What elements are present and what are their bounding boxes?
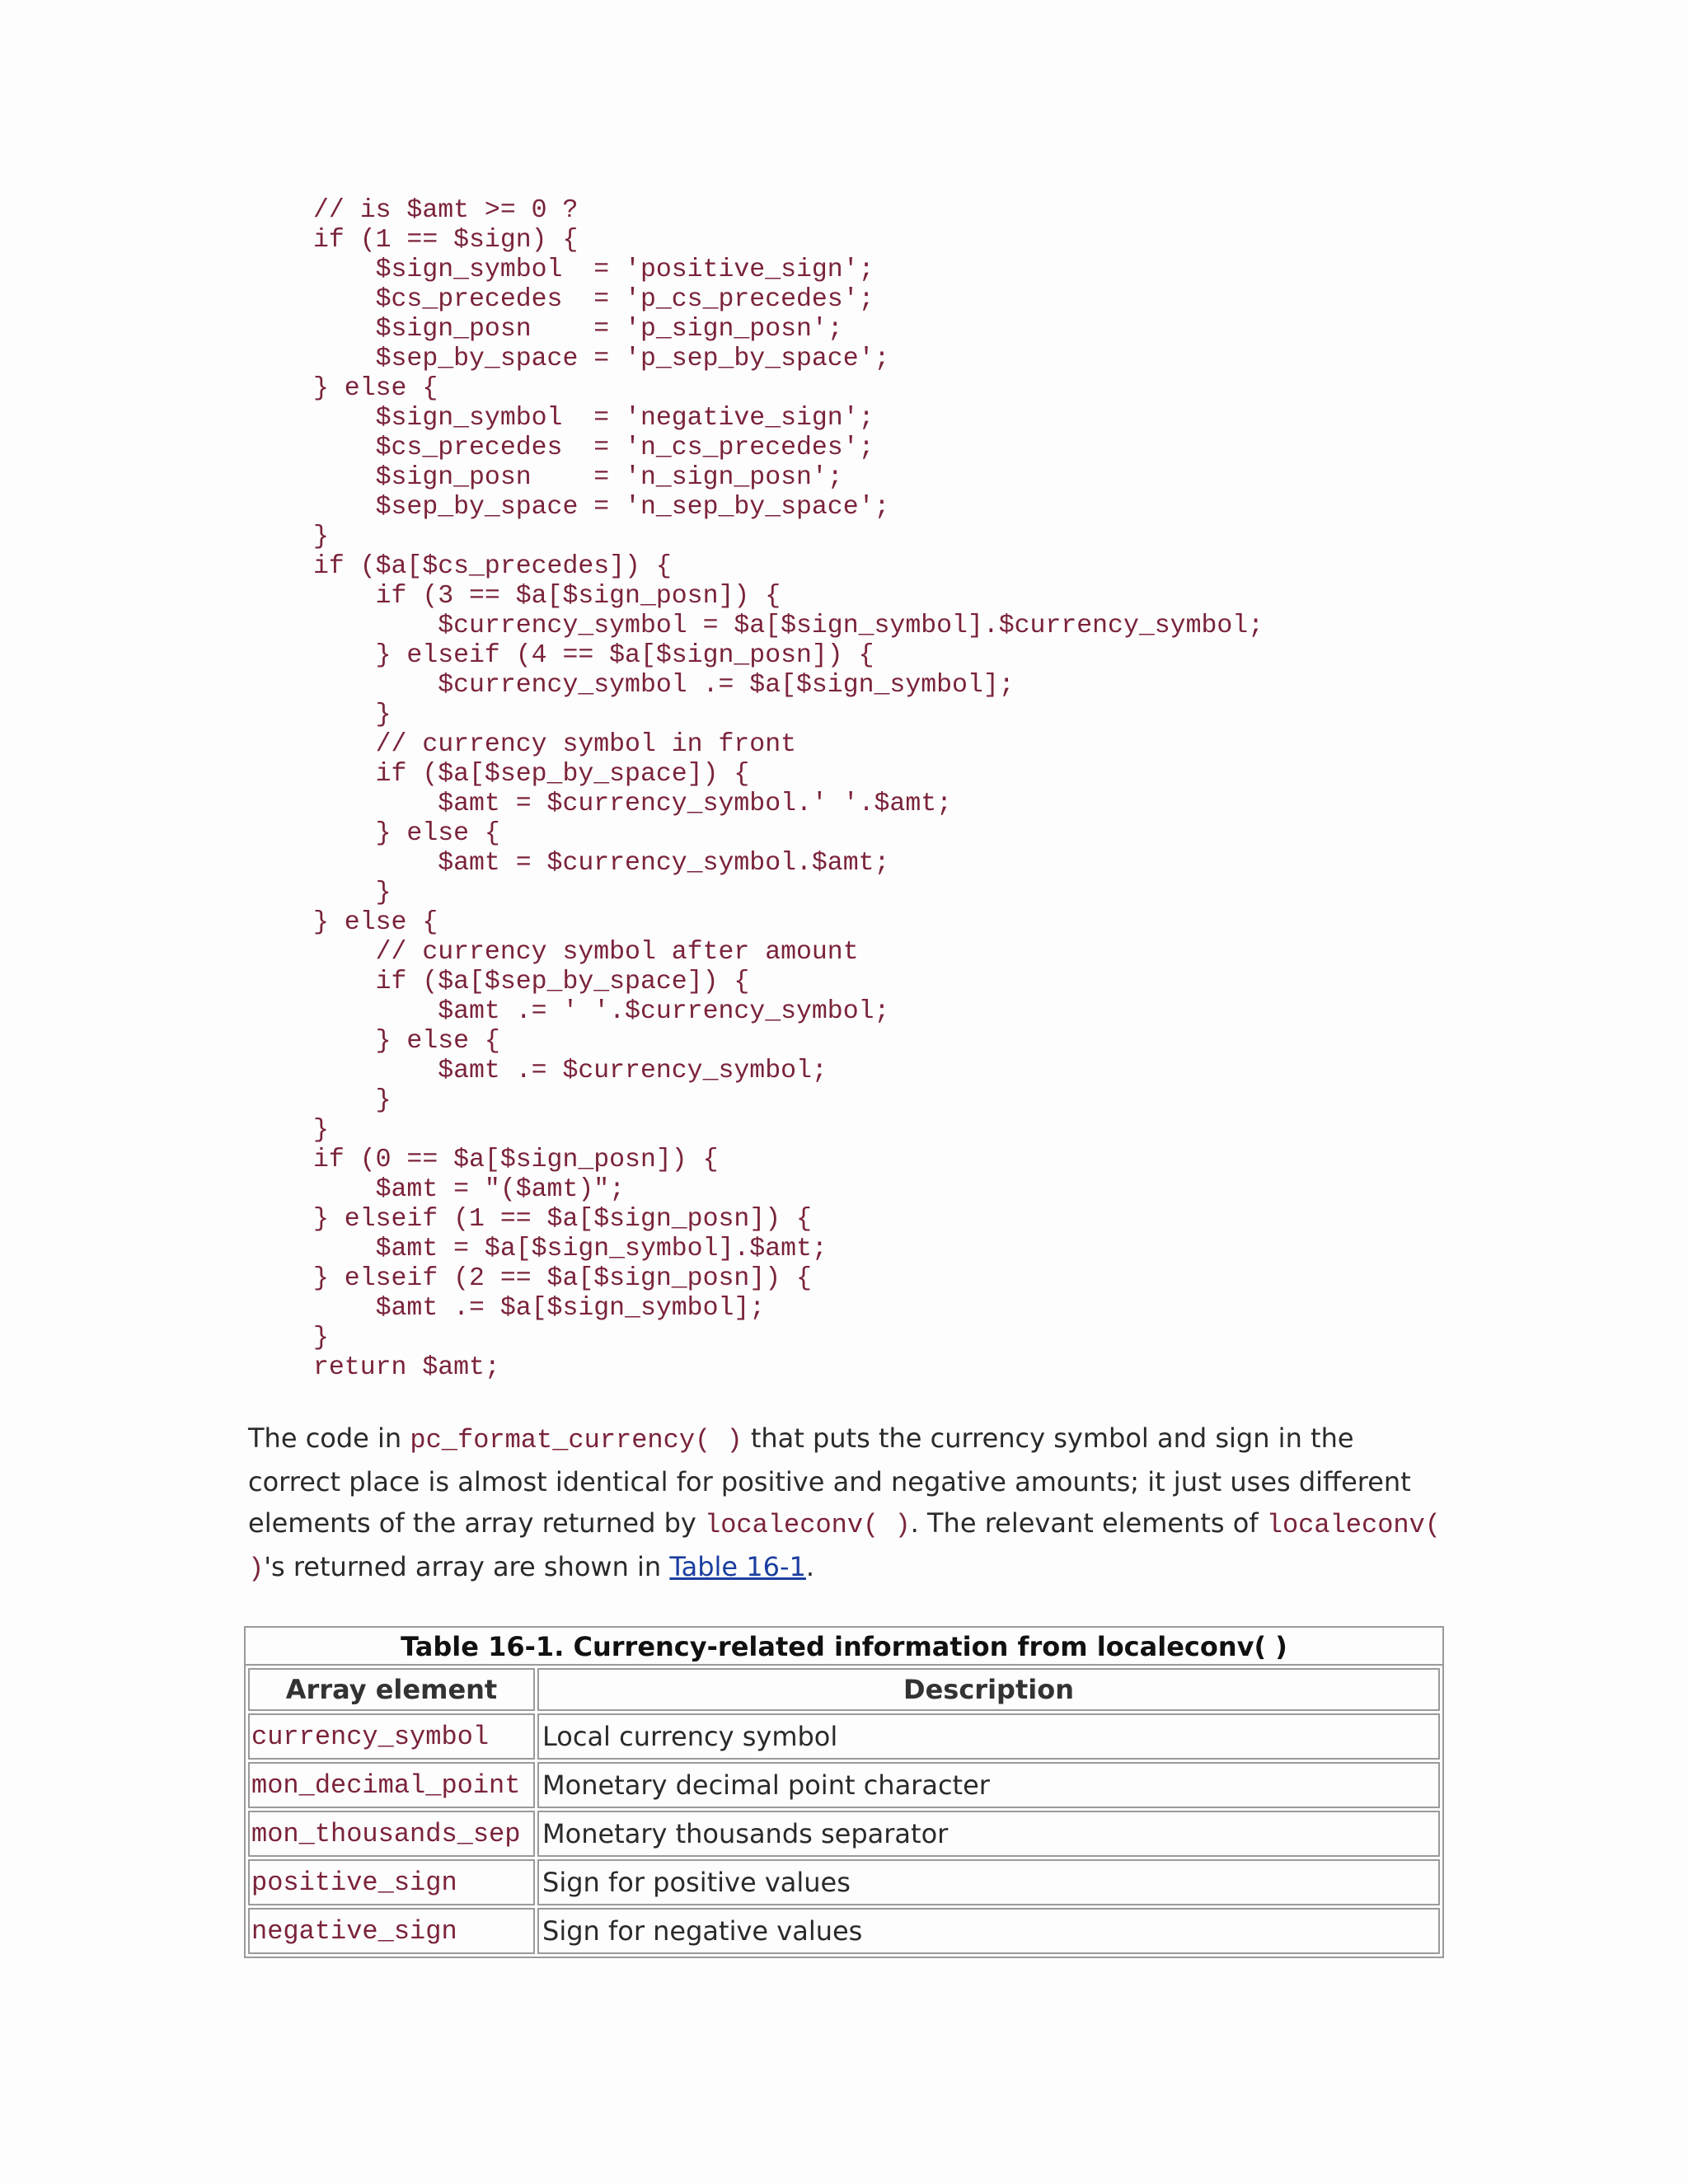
code-line: } bbox=[313, 523, 329, 551]
array-element-cell: currency_symbol bbox=[248, 1713, 535, 1760]
code-line: } bbox=[313, 1116, 329, 1145]
code-line: } bbox=[313, 1086, 392, 1115]
code-line: $amt .= ' '.$currency_symbol; bbox=[313, 997, 890, 1026]
description-cell: Monetary thousands separator bbox=[537, 1811, 1440, 1857]
code-line: } else { bbox=[313, 819, 500, 848]
code-line: // currency symbol after amount bbox=[313, 938, 859, 967]
code-line: $sign_symbol = 'negative_sign'; bbox=[313, 404, 874, 433]
table-row bbox=[248, 1713, 1440, 1760]
code-line: } bbox=[313, 701, 392, 729]
array-element-cell: mon_thousands_sep bbox=[248, 1811, 535, 1857]
code-line: if (0 == $a[$sign_posn]) { bbox=[313, 1146, 719, 1174]
paragraph-text: that puts the currency symbol and sign in the correct place is almost identical for positive and negative amounts; it just uses different elements of the array returned by bbox=[248, 1422, 1411, 1539]
table-reference-link[interactable]: Table 16-1 bbox=[669, 1551, 806, 1582]
code-line: $sign_posn = 'n_sign_posn'; bbox=[313, 463, 843, 492]
description-cell: Sign for positive values bbox=[537, 1859, 1440, 1905]
code-line: $currency_symbol .= $a[$sign_symbol]; bbox=[313, 671, 1015, 700]
code-line: $amt = "($amt)"; bbox=[313, 1175, 626, 1204]
paragraph-text: 's returned array are shown in bbox=[264, 1551, 670, 1582]
code-line: $sign_posn = 'p_sign_posn'; bbox=[313, 315, 843, 344]
table-caption: Table 16-1. Currency-related information from localeconv( ) bbox=[244, 1626, 1444, 1664]
body-paragraph bbox=[248, 1418, 1451, 1590]
code-line: } else { bbox=[313, 1027, 500, 1056]
code-line: $sep_by_space = 'n_sep_by_space'; bbox=[313, 493, 890, 522]
code-line: $cs_precedes = 'n_cs_precedes'; bbox=[313, 434, 874, 462]
code-line: $currency_symbol = $a[$sign_symbol].$currency_symbol; bbox=[313, 612, 1264, 640]
code-line: if ($a[$sep_by_space]) { bbox=[313, 760, 750, 789]
array-element-cell: negative_sign bbox=[248, 1908, 535, 1954]
table-row bbox=[248, 1762, 1440, 1808]
table-header-row bbox=[248, 1668, 1440, 1711]
array-element-cell: positive_sign bbox=[248, 1859, 535, 1905]
code-line: $amt = $currency_symbol.' '.$amt; bbox=[313, 790, 953, 818]
code-line: $amt = $currency_symbol.$amt; bbox=[313, 849, 890, 878]
currency-info-table bbox=[244, 1626, 1444, 1958]
table-row bbox=[248, 1908, 1440, 1954]
code-line: } else { bbox=[313, 908, 438, 937]
inline-code-localeconv: localeconv( ) bbox=[248, 1510, 1441, 1584]
column-header-description: Description bbox=[537, 1668, 1440, 1711]
code-listing bbox=[313, 196, 1264, 1383]
description-cell: Local currency symbol bbox=[537, 1713, 1440, 1760]
paragraph-text: . The relevant elements of bbox=[910, 1507, 1267, 1539]
inline-code-localeconv: localeconv( ) bbox=[705, 1510, 911, 1540]
code-line: } elseif (1 == $a[$sign_posn]) { bbox=[313, 1205, 812, 1234]
code-line: } else { bbox=[313, 374, 438, 403]
code-line: $sep_by_space = 'p_sep_by_space'; bbox=[313, 344, 890, 373]
paragraph-text: The code in bbox=[248, 1422, 410, 1454]
code-line: if (3 == $a[$sign_posn]) { bbox=[313, 582, 781, 611]
array-element-cell: mon_decimal_point bbox=[248, 1762, 535, 1808]
paragraph-text: . bbox=[805, 1551, 815, 1582]
code-line: if ($a[$cs_precedes]) { bbox=[313, 552, 672, 581]
column-header-array-element: Array element bbox=[248, 1668, 535, 1711]
code-line: // currency symbol in front bbox=[313, 730, 796, 759]
code-line: // is $amt >= 0 ? bbox=[313, 196, 579, 225]
code-line: $cs_precedes = 'p_cs_precedes'; bbox=[313, 285, 874, 314]
code-line: } bbox=[313, 879, 392, 907]
code-line: $sign_symbol = 'positive_sign'; bbox=[313, 255, 874, 284]
description-cell: Sign for negative values bbox=[537, 1908, 1440, 1954]
table-row bbox=[248, 1811, 1440, 1857]
code-line: $amt = $a[$sign_symbol].$amt; bbox=[313, 1235, 828, 1263]
code-line: $amt .= $a[$sign_symbol]; bbox=[313, 1294, 766, 1323]
code-line: if ($a[$sep_by_space]) { bbox=[313, 968, 750, 996]
code-line: } bbox=[313, 1324, 329, 1352]
code-line: if (1 == $sign) { bbox=[313, 226, 579, 255]
table-row bbox=[248, 1859, 1440, 1905]
code-line: $amt .= $currency_symbol; bbox=[313, 1057, 828, 1085]
inline-code-function-name: pc_format_currency( ) bbox=[410, 1425, 743, 1455]
description-cell: Monetary decimal point character bbox=[537, 1762, 1440, 1808]
code-line: } elseif (2 == $a[$sign_posn]) { bbox=[313, 1264, 812, 1293]
code-line: return $amt; bbox=[313, 1353, 500, 1382]
code-line: } elseif (4 == $a[$sign_posn]) { bbox=[313, 641, 874, 670]
